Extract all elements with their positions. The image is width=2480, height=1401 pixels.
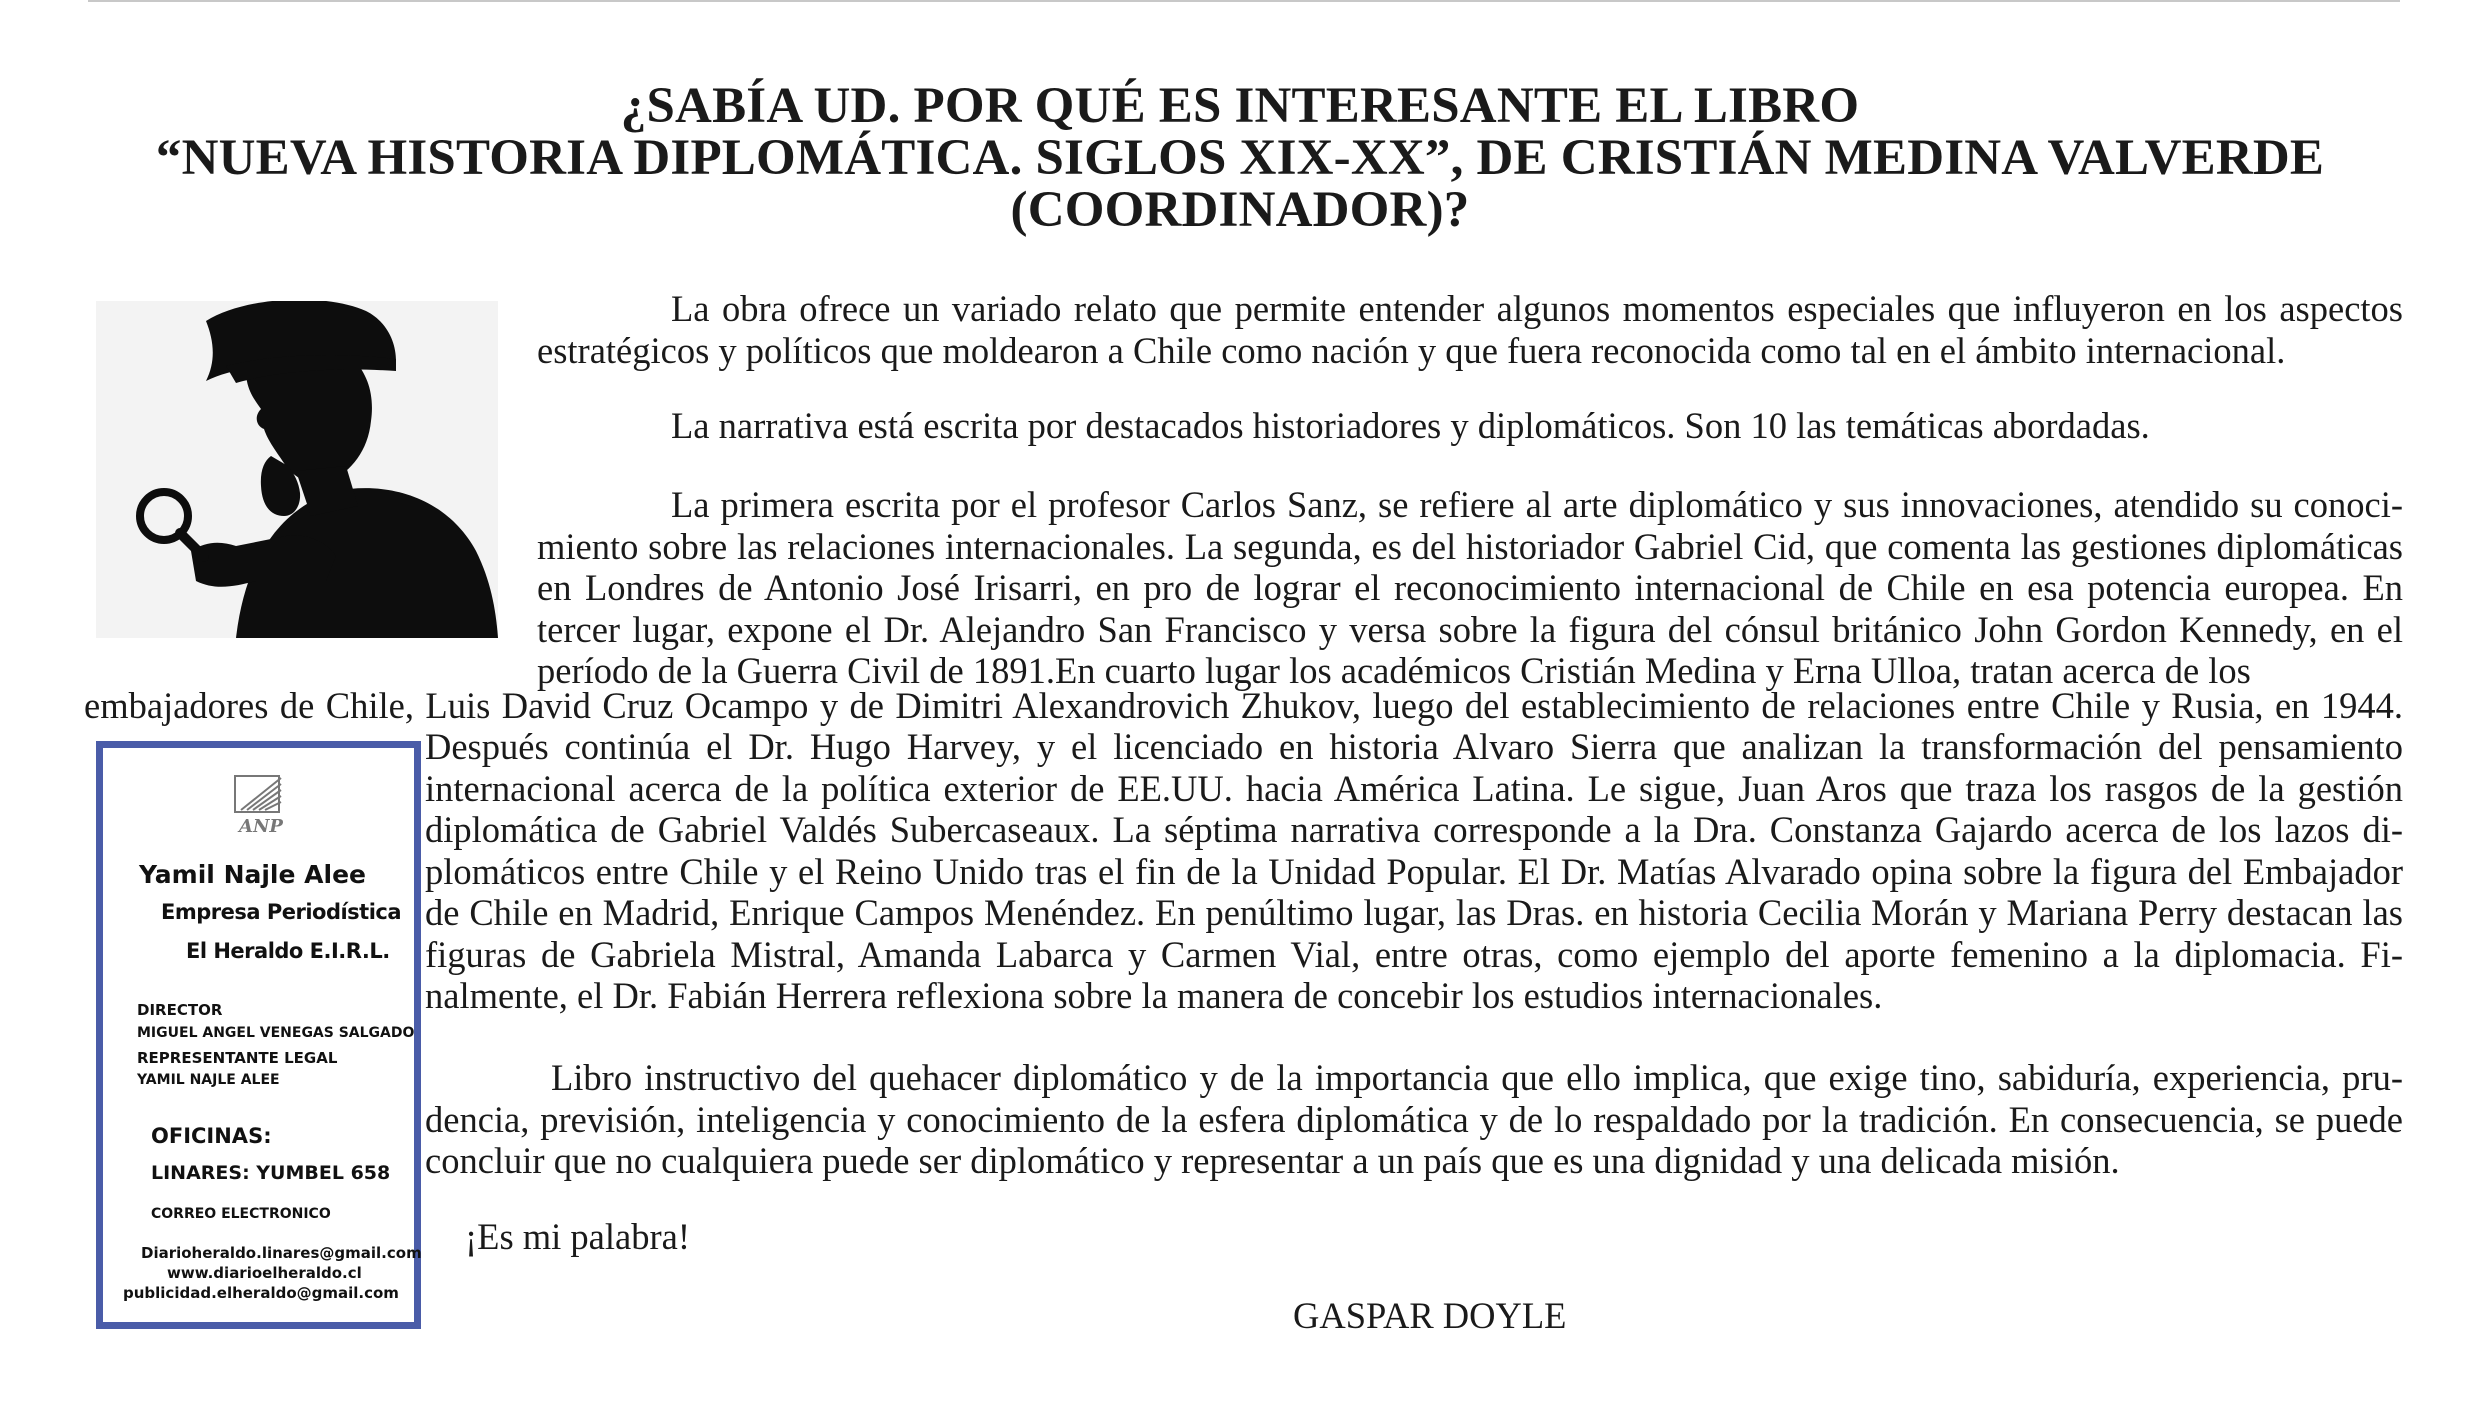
newspaper-name: El Heraldo E.I.R.L.: [186, 939, 390, 963]
director-label: DIRECTOR: [137, 1001, 223, 1019]
legal-rep-label: REPRESENTANTE LEGAL: [137, 1049, 338, 1067]
email-advertising-link[interactable]: publicidad.elheraldo@gmail.com: [123, 1284, 399, 1302]
website-link[interactable]: www.diarioelheraldo.cl: [167, 1264, 362, 1282]
anp-logo-text: ANP: [239, 816, 283, 837]
top-rule: [88, 0, 2400, 2]
author-signature: GASPAR DOYLE: [1293, 1295, 1567, 1336]
title-line-1: ¿SABÍA UD. POR QUÉ ES INTERESANTE EL LIBRO: [620, 78, 1860, 134]
director-name: MIGUEL ANGEL VENEGAS SALGADO: [137, 1025, 415, 1041]
legal-rep-name: YAMIL NAJLE ALEE: [137, 1072, 280, 1088]
offices-label: OFICINAS:: [151, 1124, 272, 1148]
paragraph-topics-part-2: Después continúa el Dr. Hugo Harvey, y el licenciado en historia Alvaro Sierra que analizan la transformación del pensamiento internacional acerca de la política exterior de EE.UU. hacia América Latina. Le sigue, Juan Aros que traza los rasgos de la gestión diplomática de Gabriel Valdés Subercaseaux. La séptima narrativa corresponde a la Dra. Constanza Gajardo acerca de los lazos diplomáticos entre Chile y el Reino Unido tras el fin de la Unidad Popular. El Dr. Matías Alvarado opina sobre la figura del Embajador de Chile en Madrid, Enrique Campos Menéndez. En penúltimo lugar, las Dras. en historia Cecilia Morán y Mariana Perry destacan las figuras de Gabriela Mistral, Amanda Labarca y Carmen Vial, entre otras, como ejemplo del aporte femenino a la diplomacia. Finalmente, el Dr. Fabián Herrera reflexiona sobre la manera de concebir los estudios internacionales.: [425, 726, 2403, 1016]
detective-silhouette-icon: [96, 301, 498, 638]
email-label: CORREO ELECTRONICO: [151, 1206, 331, 1222]
offices-address: LINARES: YUMBEL 658: [151, 1162, 391, 1184]
masthead-box: [96, 741, 421, 1329]
company-name: Empresa Periodística: [161, 900, 402, 924]
paragraph-intro: La obra ofrece un variado relato que permite entender algunos momentos especiales que influyeron en los aspectos estratégicos y políticos que moldearon a Chile como nación y que fuera reconocida como tal en el ámbito internacional.: [537, 288, 2403, 371]
email-primary-link[interactable]: Diarioheraldo.linares@gmail.com: [141, 1244, 422, 1262]
anp-logo-icon: [221, 770, 301, 840]
paragraph-topics-full-line: embajadores de Chile, Luis David Cruz Ocampo y de Dimitri Alexandrovich Zhukov, luego del establecimiento de relaciones entre Chile y Rusia, en 1944.: [84, 685, 2403, 726]
title-line-2: “NUEVA HISTORIA DIPLOMÁTICA. SIGLOS XIX-XX”, DE CRISTIÁN MEDINA VALVERDE: [155, 130, 2325, 186]
paragraph-conclusion: Libro instructivo del quehacer diplomático y de la importancia que ello implica, que exige tino, sabiduría, experiencia, prudencia, previsión, inteligencia y conocimiento de la esfera diplomática y de lo respaldado por la tradición. En consecuencia, se puede concluir que no cualquiera puede ser diplomático y representar a un país que es una dignidad y una delicada misión.: [425, 1057, 2403, 1181]
paragraph-topics-part-1: La primera escrita por el profesor Carlos Sanz, se refiere al arte diplomático y sus innovaciones, atendido su conocimiento sobre las relaciones internacionales. La segunda, es del historiador Gabriel Cid, que comenta las gestiones diplomáticas en Londres de Antonio José Irisarri, en pro de lograr el reconocimiento internacional de Chile en esa potencia europea. En tercer lugar, expone el Dr. Alejandro San Francisco y versa sobre la figura del cónsul británico John Gordon Kennedy, en el período de la Guerra Civil de 1891.En cuarto lugar los académicos Cristián Medina y Erna Ulloa, tratan acerca de los: [537, 484, 2403, 691]
paragraph-narrative: La narrativa está escrita por destacados historiadores y diplomáticos. Son 10 las temáticas abordadas.: [671, 405, 2150, 446]
title-line-3: (COORDINADOR)?: [1010, 182, 1470, 238]
owner-name: Yamil Najle Alee: [139, 860, 366, 889]
article-title: [60, 80, 2420, 236]
closing-line: ¡Es mi palabra!: [465, 1216, 690, 1257]
